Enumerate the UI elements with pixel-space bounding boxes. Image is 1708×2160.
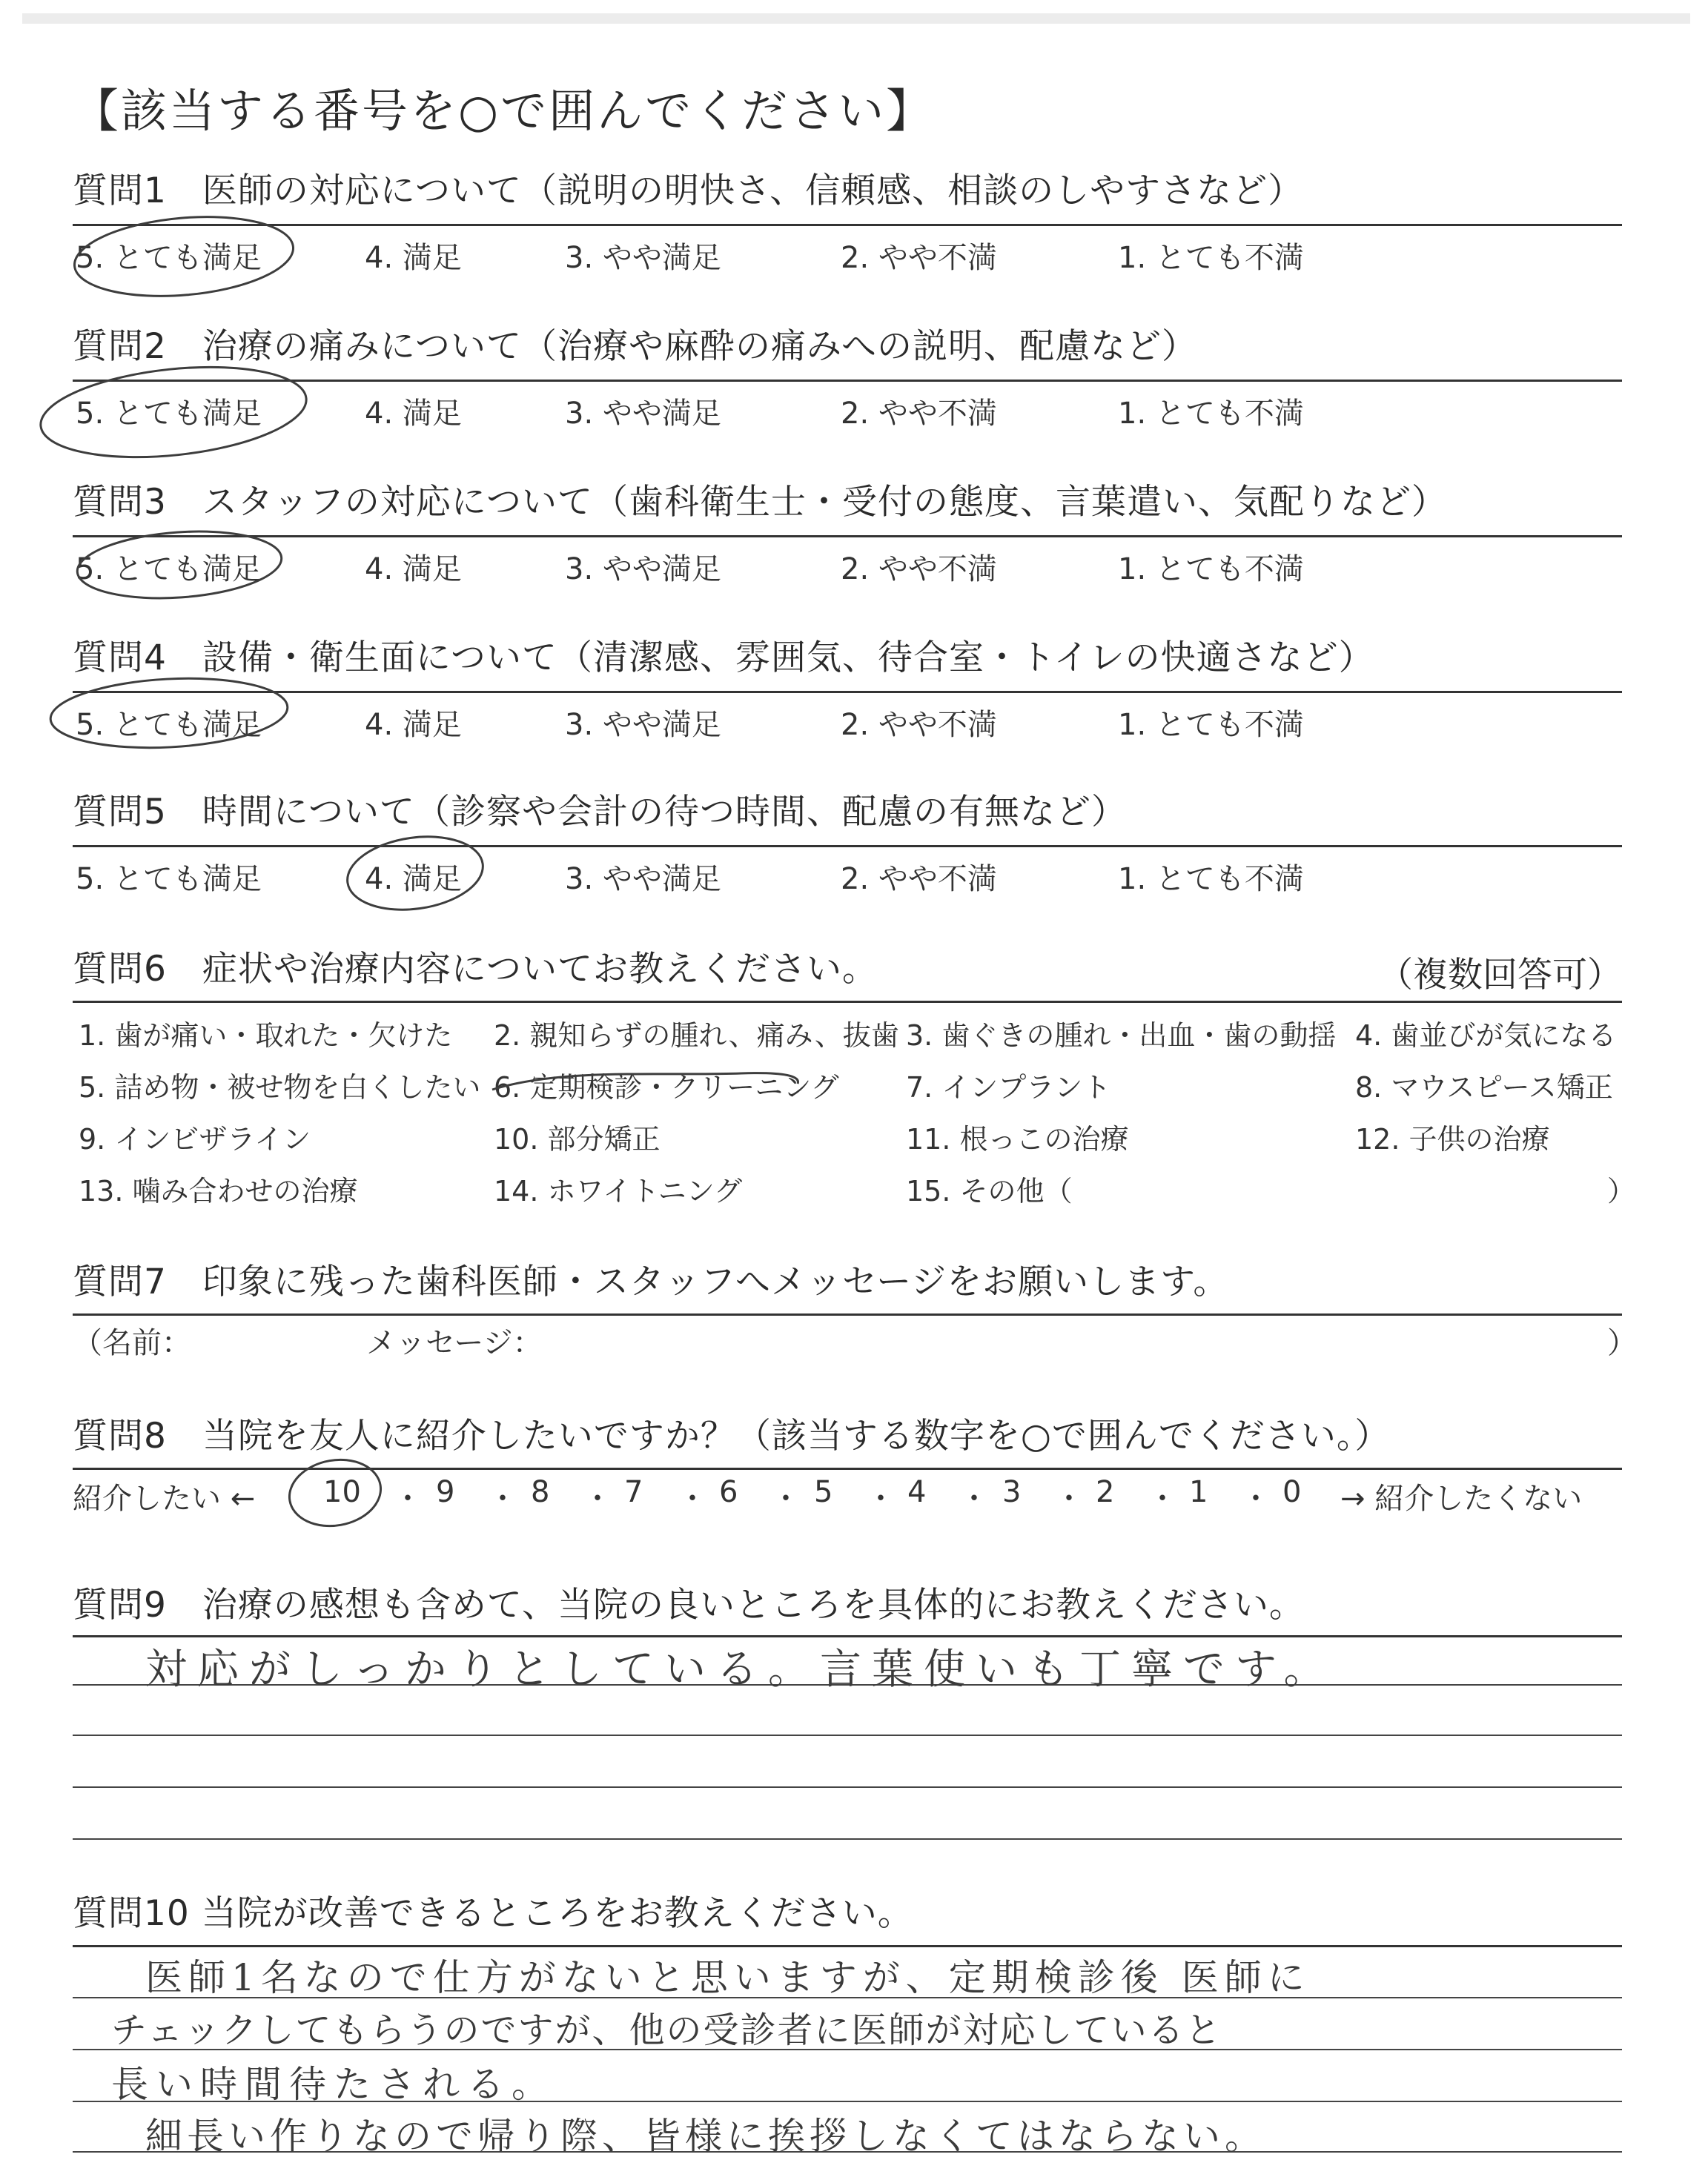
option-5[interactable]: 5. とても満足 [76,862,262,896]
option-2[interactable]: 2. やや不満 [841,397,997,431]
option-4[interactable]: 4. 満足 [365,241,462,275]
treatment-option[interactable]: 14. ホワイトニング [494,1175,743,1207]
scale-value[interactable]: 0 [1282,1475,1302,1509]
scale-value[interactable]: 7 [624,1475,643,1509]
option-1[interactable]: 1. とても不満 [1118,552,1304,586]
treatment-option[interactable]: 9. インビザライン [79,1123,311,1156]
scale-separator: ・ [771,1482,801,1516]
question-title: 質問9 治療の感想も含めて、当院の良いところを具体的にお教えください。 [73,1585,1305,1626]
selection-circle [36,356,311,469]
option-4[interactable]: 4. 満足 [365,862,462,896]
question-title: 質問8 当院を友人に紹介したいですか？（該当する数字を○で囲んでください。） [73,1416,1391,1457]
scale-value[interactable]: 5 [814,1475,833,1509]
scale-separator: ・ [393,1482,423,1516]
question-title: 質問3 スタッフの対応について（歯科衛生士・受付の態度、言葉遣い、気配りなど） [73,482,1447,523]
option-3[interactable]: 3. やや満足 [565,708,721,742]
message-label: メッセージ： [366,1326,543,1360]
selection-strikethrough [492,1073,798,1090]
treatment-option[interactable]: 13. 噛み合わせの治療 [79,1175,358,1207]
selection-circle [71,208,297,304]
scale-value[interactable]: 4 [907,1475,927,1509]
treatment-option[interactable]: 1. 歯が痛い・取れた・欠けた [79,1019,453,1052]
option-3[interactable]: 3. やや満足 [565,862,721,896]
handwritten-answer-line: チェックしてもらうのですが、他の受診者に医師が対応していると [111,2010,1222,2051]
treatment-option[interactable]: 10. 部分矯正 [494,1123,661,1156]
treatment-option[interactable]: 11. 根っこの治療 [906,1123,1129,1156]
scale-separator: ・ [583,1482,612,1516]
scale-separator: ・ [866,1482,896,1516]
scale-value[interactable]: 2 [1096,1475,1115,1509]
option-5[interactable]: 5. とても満足 [76,241,262,275]
treatment-option[interactable]: 8. マウスピース矯正 [1355,1071,1613,1104]
treatment-option[interactable]: 7. インプラント [906,1071,1111,1104]
selection-circle [284,1453,385,1533]
scale-value[interactable]: 9 [436,1475,455,1509]
handwritten-answer-line: 対応がしっかりとしている。言葉使いも丁寧です。 [145,1646,1336,1694]
scale-separator: ・ [1054,1482,1084,1516]
multiple-answers-note: （複数回答可） [1378,955,1622,995]
other-close-paren: ） [1607,1175,1636,1207]
option-4[interactable]: 4. 満足 [365,397,462,431]
question-title: 質問1 医師の対応について（説明の明快さ、信頼感、相談のしやすさなど） [73,170,1304,211]
option-1[interactable]: 1. とても不満 [1118,708,1304,742]
treatment-option-other[interactable]: 15. その他（ [906,1175,1073,1207]
question-title: 質問6 症状や治療内容についてお教えください。 [73,949,878,990]
treatment-option[interactable]: 12. 子供の治療 [1355,1123,1550,1156]
treatment-option[interactable]: 5. 詰め物・被せ物を白くしたい [79,1071,481,1104]
selection-circle [75,525,283,604]
question-title: 質問7 印象に残った歯科医師・スタッフへメッセージをお願いします。 [73,1262,1229,1302]
option-1[interactable]: 1. とても不満 [1118,241,1304,275]
handwritten-answer-line: 長い時間待たされる。 [111,2063,556,2106]
option-2[interactable]: 2. やや不満 [841,708,997,742]
option-5[interactable]: 5. とても満足 [76,552,262,586]
recommend-label: 紹介したい ← [73,1482,256,1516]
option-3[interactable]: 3. やや満足 [565,241,721,275]
selection-circle [342,829,488,918]
treatment-option[interactable]: 3. 歯ぐきの腫れ・出血・歯の動揺 [906,1019,1337,1052]
scale-value[interactable]: 6 [719,1475,738,1509]
not-recommend-label: → 紹介したくない [1340,1482,1583,1516]
scale-value[interactable]: 8 [531,1475,550,1509]
option-5[interactable]: 5. とても満足 [76,708,262,742]
option-1[interactable]: 1. とても不満 [1118,397,1304,431]
question-title: 質問2 治療の痛みについて（治療や麻酔の痛みへの説明、配慮など） [73,326,1198,367]
option-2[interactable]: 2. やや不満 [841,241,997,275]
option-3[interactable]: 3. やや満足 [565,552,721,586]
treatment-option[interactable]: 2. 親知らずの腫れ、痛み、抜歯 [494,1019,899,1052]
question-title: 質問4 設備・衛生面について（清潔感、雰囲気、待合室・トイレの快適さなど） [73,637,1374,678]
option-4[interactable]: 4. 満足 [365,708,462,742]
treatment-option[interactable]: 6. 定期検診・クリーニング [494,1071,839,1104]
scale-separator: ・ [1148,1482,1177,1516]
scale-value[interactable]: 10 [323,1475,361,1509]
scale-value[interactable]: 3 [1002,1475,1022,1509]
handwritten-answer-line: 医師1名なので仕方がないと思いますが、定期検診後 医師に [145,1956,1311,1999]
scale-separator: ・ [678,1482,707,1516]
option-1[interactable]: 1. とても不満 [1118,862,1304,896]
name-label: （名前： [73,1326,191,1360]
page-heading: 【該当する番号を○で囲んでください】 [73,84,935,138]
option-2[interactable]: 2. やや不満 [841,862,997,896]
question-title: 質問10 当院が改善できるところをお教えください。 [73,1893,913,1934]
question-title: 質問5 時間について（診察や会計の待つ時間、配慮の有無など） [73,792,1127,832]
option-3[interactable]: 3. やや満足 [565,397,721,431]
message-close-paren: ） [1607,1326,1637,1360]
scale-separator: ・ [959,1482,989,1516]
handwritten-answer-line: 細長い作りなので帰り際、皆様に挨拶しなくてはならない。 [145,2115,1266,2158]
option-4[interactable]: 4. 満足 [365,552,462,586]
scale-separator: ・ [488,1482,517,1516]
selection-circle [49,673,289,754]
scale-value[interactable]: 1 [1189,1475,1208,1509]
treatment-option[interactable]: 4. 歯並びが気になる [1355,1019,1617,1052]
option-5[interactable]: 5. とても満足 [76,397,262,431]
option-2[interactable]: 2. やや不満 [841,552,997,586]
scale-separator: ・ [1241,1482,1271,1516]
